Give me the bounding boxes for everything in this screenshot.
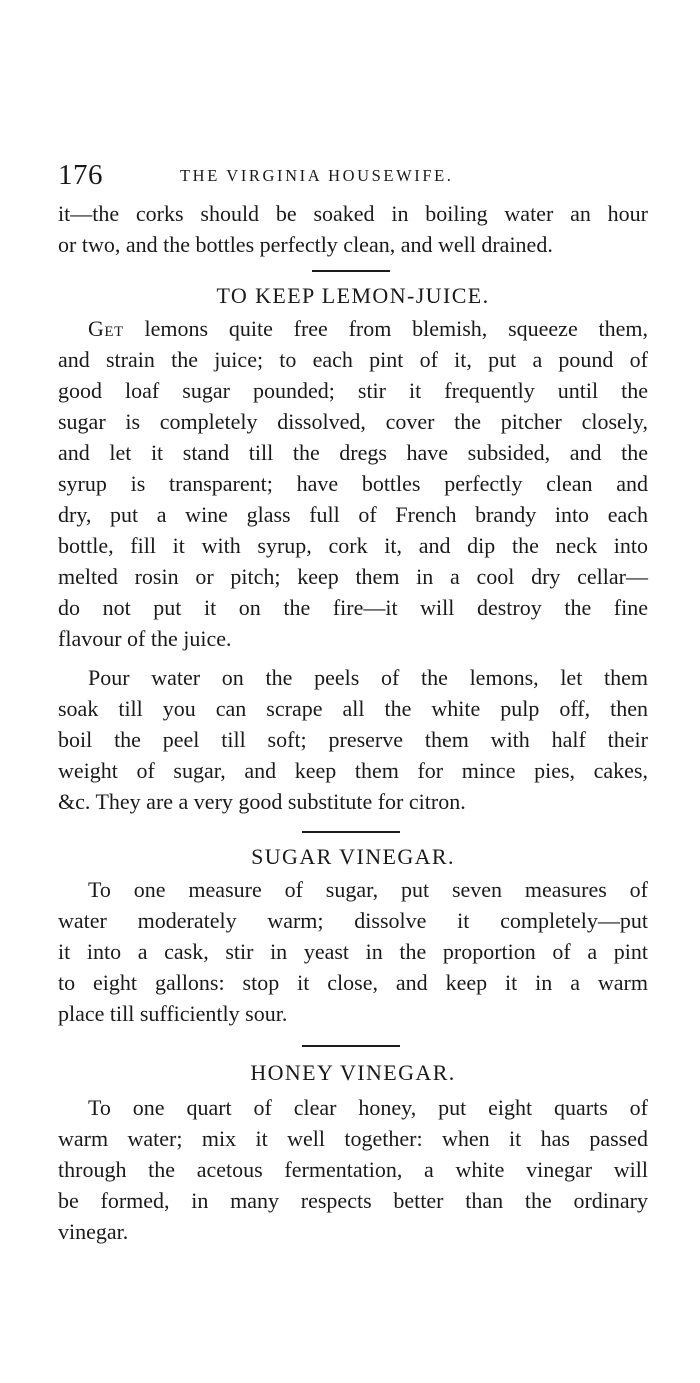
text-line [58,313,648,344]
text-line: to eight gallons: stop it close, and keep it in a warm [58,970,648,995]
text-line: it into a cask, stir in yeast in the proportion of a pint [58,939,648,964]
honey-vinegar-paragraph [58,1092,648,1247]
text-line: soak till you can scrape all the white pulp off, then [58,696,648,721]
text-line: vinegar. [58,1219,129,1244]
running-title: THE VIRGINIA HOUSEWIFE. [180,166,454,185]
text-line: To one measure of sugar, put seven measures of [88,877,648,902]
text-line: place till sufficiently sour. [58,1001,288,1026]
section-heading: TO KEEP LEMON-JUICE. [216,283,490,308]
text-line-rest: lemons quite free from blemish, squeeze them, [123,316,648,341]
text-line: it—the corks should be soaked in boiling water an hour [58,201,648,226]
lemon-juice-paragraph [58,313,648,654]
section-divider [312,270,390,272]
text-line: sugar is completely dissolved, cover the pitcher closely, [58,409,648,434]
text-line: boil the peel till soft; preserve them with half their [58,727,648,752]
text-line: melted rosin or pitch; keep them in a cool dry cellar— [58,564,648,589]
text-line: be formed, in many respects better than the ordinary [58,1188,648,1213]
text-line: flavour of the juice. [58,626,232,651]
text-line: dry, put a wine glass full of French brandy into each [58,502,648,527]
page-number: 176 [58,159,103,191]
text-line: To one quart of clear honey, put eight quarts of [88,1095,648,1120]
lemon-peel-paragraph [58,662,648,817]
text-line: do not put it on the fire—it will destroy the fine [58,595,648,620]
section-divider [302,831,400,833]
text-line: good loaf sugar pounded; stir it frequently until the [58,378,648,403]
drop-word: Get [88,316,124,341]
section-divider [302,1045,400,1047]
text-line: bottle, fill it with syrup, cork it, and dip the neck into [58,533,648,558]
section-heading: HONEY VINEGAR. [250,1060,456,1085]
text-line: Pour water on the peels of the lemons, let them [88,665,648,690]
text-line: syrup is transparent; have bottles perfectly clean and [58,471,648,496]
text-line: water moderately warm; dissolve it completely—put [58,908,648,933]
intro-paragraph [58,198,648,260]
text-line: through the acetous fermentation, a white vinegar will [58,1157,648,1182]
text-line: weight of sugar, and keep them for mince pies, cakes, [58,758,648,783]
text-line: &c. They are a very good substitute for citron. [58,789,466,814]
text-line: or two, and the bottles perfectly clean, and well drained. [58,232,553,257]
section-heading: SUGAR VINEGAR. [251,844,455,869]
text-line: and strain the juice; to each pint of it, put a pound of [58,347,648,372]
running-head [58,158,648,192]
text-line: and let it stand till the dregs have subsided, and the [58,440,648,465]
sugar-vinegar-paragraph [58,874,648,1029]
text-line: warm water; mix it well together: when it has passed [58,1126,648,1151]
